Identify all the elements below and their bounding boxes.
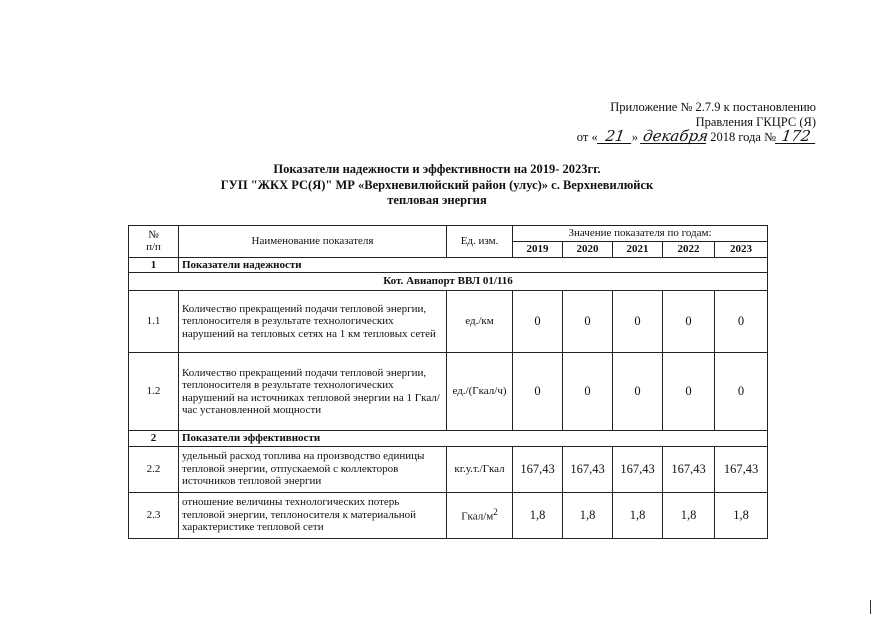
row-unit-sup: 2 — [493, 507, 498, 518]
row-value: 167,43 — [513, 446, 563, 492]
appendix-line-3 — [576, 127, 816, 145]
section-num: 2 — [129, 431, 179, 447]
row-num: 2.3 — [129, 492, 179, 538]
title-line-1: Показатели надежности и эффективности на 2019- 2023гг. — [273, 162, 601, 176]
handwritten-day: 21 — [597, 130, 633, 144]
row-unit: ед./км — [447, 291, 513, 353]
header-year: 2019 — [513, 242, 563, 258]
row-value: 167,43 — [613, 446, 663, 492]
row-value: 0 — [563, 291, 613, 353]
row-value: 1,8 — [563, 492, 613, 538]
table-row — [129, 353, 768, 431]
indicators-table — [128, 225, 768, 539]
handwritten-number: 172 — [775, 130, 817, 144]
row-name: отношение величины технологических потерь тепловой энергии, теплоносителя к материальной характеристике тепловой сети — [179, 492, 447, 538]
section-title: Показатели эффективности — [179, 431, 768, 447]
header-year: 2023 — [715, 242, 768, 258]
header-unit: Ед. изм. — [447, 226, 513, 258]
row-num: 2.2 — [129, 446, 179, 492]
appendix-header — [577, 100, 816, 145]
row-value: 0 — [513, 353, 563, 431]
header-num-line-2: п/п — [146, 241, 161, 254]
row-value: 0 — [613, 353, 663, 431]
header-name: Наименование показателя — [179, 226, 447, 258]
header-year: 2022 — [663, 242, 715, 258]
row-name: удельный расход топлива на производство единицы тепловой энергии, отпускаемой с коллекторов источников тепловой энергии — [179, 446, 447, 492]
row-value: 1,8 — [663, 492, 715, 538]
scan-edge-mark — [870, 600, 871, 614]
appendix-line-2: Правления ГКЦРС (Я) — [695, 115, 816, 129]
section-num: 1 — [129, 257, 179, 273]
title-line-3: тепловая энергия — [387, 193, 487, 207]
appendix-year-text: 2018 года № — [710, 130, 776, 144]
boiler-name: Кот. Авиапорт ВВЛ 01/116 — [129, 273, 768, 291]
row-value: 0 — [663, 291, 715, 353]
table-row — [129, 492, 768, 538]
header-num-line-1: № — [148, 228, 159, 241]
header-year: 2020 — [563, 242, 613, 258]
section-title: Показатели надежности — [179, 257, 768, 273]
row-value: 167,43 — [715, 446, 768, 492]
row-num: 1.2 — [129, 353, 179, 431]
section-row-reliability — [129, 257, 768, 273]
section-row-efficiency — [129, 431, 768, 447]
row-value: 0 — [513, 291, 563, 353]
document-title — [0, 162, 886, 209]
row-name: Количество прекращений подачи тепловой энергии, теплоносителя в результате технологических нарушений на источниках тепловой энергии на 1 Гкал/час установленной мощности — [179, 353, 447, 431]
table-row — [129, 291, 768, 353]
appendix-line-1: Приложение № 2.7.9 к постановлению — [610, 100, 816, 114]
table-header-row-1 — [129, 226, 768, 242]
row-unit: кг.у.т./Гкал — [447, 446, 513, 492]
row-value: 167,43 — [563, 446, 613, 492]
row-value: 1,8 — [613, 492, 663, 538]
row-unit — [447, 492, 513, 538]
row-value: 0 — [715, 291, 768, 353]
title-line-2: ГУП "ЖКХ РС(Я)" МР «Верхневилюйский район (улус)» с. Верхневилюйск — [220, 177, 654, 192]
row-value: 1,8 — [715, 492, 768, 538]
row-value: 0 — [563, 353, 613, 431]
row-value: 1,8 — [513, 492, 563, 538]
header-values-group: Значение показателя по годам: — [513, 226, 768, 242]
row-name: Количество прекращений подачи тепловой энергии, теплоносителя в результате технологических нарушений на тепловых сетях на 1 км тепловых сетей — [179, 291, 447, 353]
header-num — [129, 226, 179, 258]
handwritten-month: декабря — [641, 127, 710, 145]
table-row — [129, 446, 768, 492]
boiler-row — [129, 273, 768, 291]
row-value: 0 — [613, 291, 663, 353]
appendix-from: от « — [576, 130, 598, 144]
row-value: 0 — [663, 353, 715, 431]
row-value: 0 — [715, 353, 768, 431]
row-unit: ед./(Гкал/ч) — [447, 353, 513, 431]
row-num: 1.1 — [129, 291, 179, 353]
header-year: 2021 — [613, 242, 663, 258]
row-unit-text: Гкал/м — [461, 511, 494, 524]
appendix-quote-close: » — [631, 130, 638, 144]
row-value: 167,43 — [663, 446, 715, 492]
